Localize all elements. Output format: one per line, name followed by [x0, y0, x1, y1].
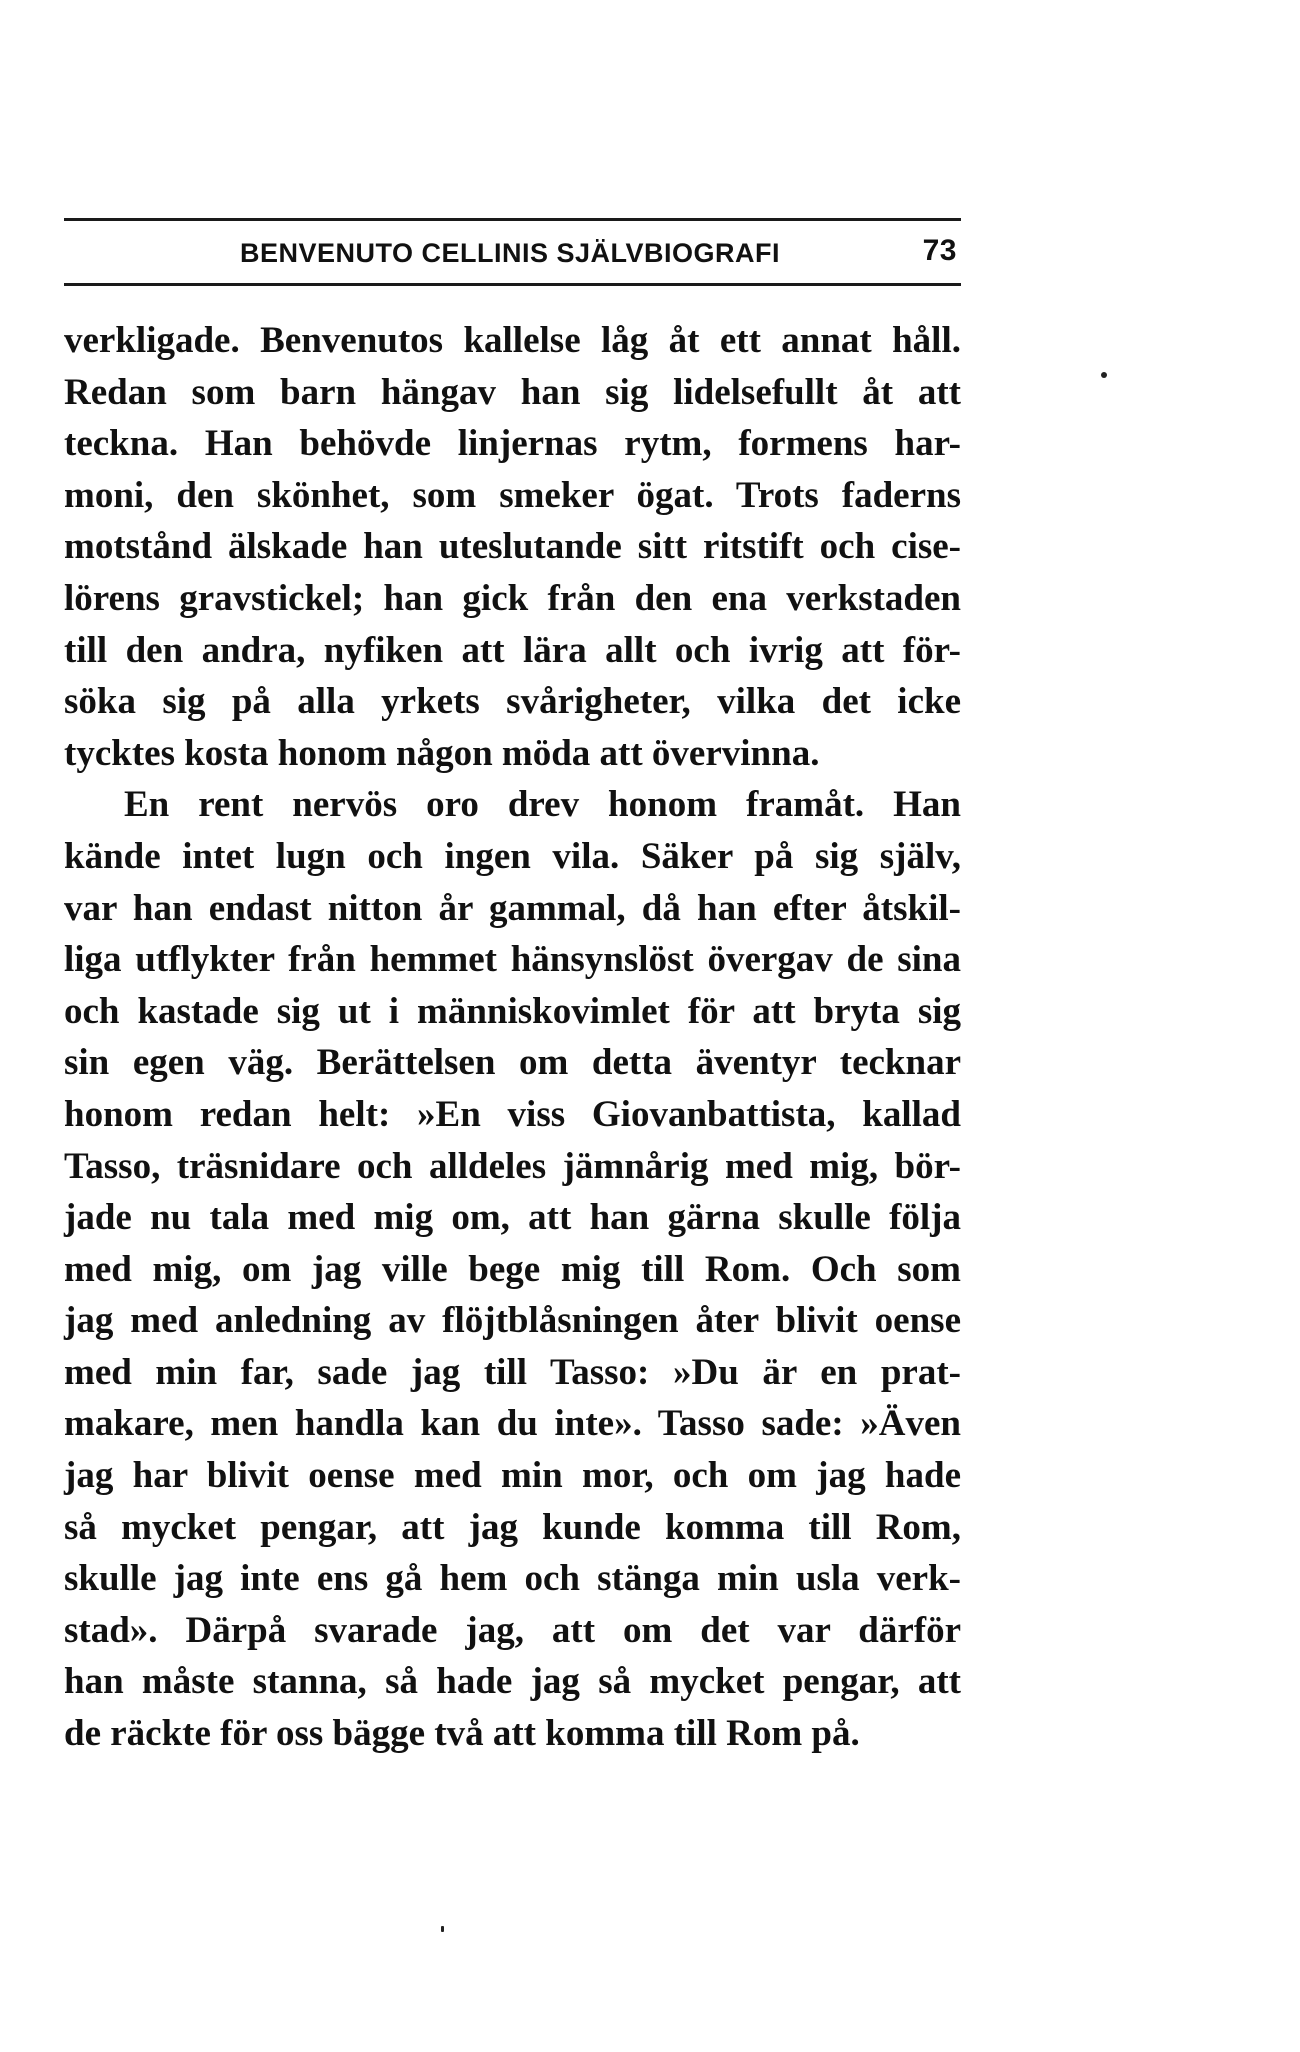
- text-line: stad». Därpå svarade jag, att om det var därför: [64, 1609, 961, 1651]
- scan-speck: [441, 1926, 444, 1932]
- text-line: med min far, sade jag till Tasso: »Du är en prat-: [64, 1351, 961, 1393]
- scan-speck: [1101, 372, 1107, 378]
- text-line: Tasso, träsnidare och alldeles jämnårig med mig, bör-: [64, 1145, 961, 1187]
- text-line: sin egen väg. Berättelsen om detta äventyr tecknar: [64, 1042, 961, 1084]
- body-text: [64, 315, 961, 1760]
- header-top-rule: [64, 218, 961, 221]
- text-line: kände intet lugn och ingen vila. Säker på sig själv,: [64, 835, 961, 877]
- text-line: tycktes kosta honom någon möda att övervinna.: [64, 732, 820, 774]
- text-line: lörens gravstickel; han gick från den ena verkstaden: [64, 577, 961, 619]
- text-line: jag har blivit oense med min mor, och om jag hade: [64, 1455, 961, 1497]
- text-line: motstånd älskade han uteslutande sitt ritstift och cise-: [64, 526, 961, 568]
- text-line: var han endast nitton år gammal, då han efter åtskil-: [64, 887, 961, 929]
- text-line: En rent nervös oro drev honom framåt. Han: [124, 784, 961, 826]
- text-line: han måste stanna, så hade jag så mycket pengar, att: [64, 1661, 961, 1703]
- page-number: 73: [922, 234, 957, 267]
- text-line: moni, den skönhet, som smeker ögat. Trots faderns: [64, 474, 961, 516]
- text-line: teckna. Han behövde linjernas rytm, formens har-: [64, 423, 961, 465]
- text-line: och kastade sig ut i människovimlet för att bryta sig: [64, 990, 961, 1032]
- paragraph-2: [64, 779, 961, 1759]
- running-head: [64, 232, 961, 274]
- text-line: verkligade. Benvenutos kallelse låg åt ett annat håll.: [64, 320, 961, 361]
- text-line: liga utflykter från hemmet hänsynslöst övergav de sina: [64, 939, 961, 981]
- header-bottom-rule: [64, 283, 961, 286]
- text-line: honom redan helt: »En viss Giovanbattista, kallad: [64, 1093, 961, 1135]
- text-line: Redan som barn hängav han sig lidelsefullt åt att: [64, 371, 961, 413]
- text-line: de räckte för oss bägge två att komma till Rom på.: [64, 1713, 860, 1755]
- text-line: makare, men handla kan du inte». Tasso sade: »Även: [64, 1403, 961, 1445]
- paragraph-1: [64, 315, 961, 779]
- text-line: skulle jag inte ens gå hem och stänga min usla verk-: [64, 1558, 961, 1600]
- text-line: jag med anledning av flöjtblåsningen åter blivit oense: [64, 1300, 961, 1342]
- text-line: till den andra, nyfiken att lära allt och ivrig att för-: [64, 629, 961, 671]
- text-line: söka sig på alla yrkets svårigheter, vilka det icke: [64, 681, 961, 723]
- running-title: BENVENUTO CELLINIS SJÄLVBIOGRAFI: [240, 238, 781, 268]
- text-line: så mycket pengar, att jag kunde komma till Rom,: [64, 1506, 961, 1548]
- text-line: jade nu tala med mig om, att han gärna skulle följa: [64, 1197, 961, 1239]
- text-line: med mig, om jag ville bege mig till Rom. Och som: [64, 1248, 961, 1290]
